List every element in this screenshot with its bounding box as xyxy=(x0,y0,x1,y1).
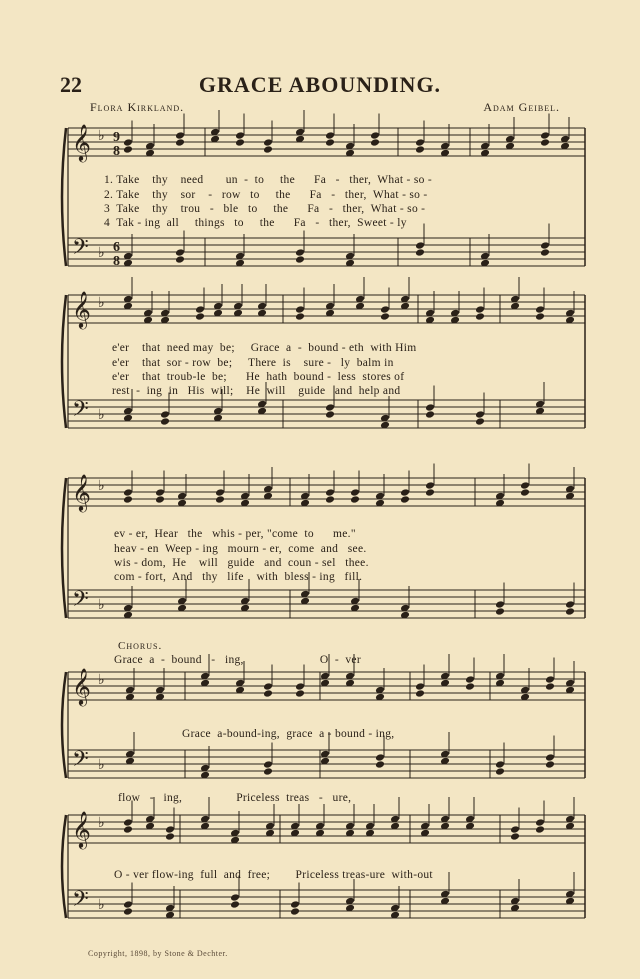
verse-3-line-1: 3 Take thy trou - ble to the Fa - ther, What - so - xyxy=(104,203,426,215)
verse-4-line-1: 4 Tak - ing all things to the Fa - ther, Sweet - ly xyxy=(104,217,407,229)
system-1-treble-notehead xyxy=(370,138,380,147)
system-1-treble-notehead xyxy=(263,145,273,154)
system-1-treble-notehead xyxy=(325,138,335,147)
system-2-treble-notehead xyxy=(195,312,205,321)
system-1-key-flat: ♭ xyxy=(98,246,105,261)
system-5-key-flat: ♭ xyxy=(98,898,105,913)
system-1-bass-notehead xyxy=(295,248,305,257)
system-4-treble-clef: 𝄞 xyxy=(72,667,91,705)
system-4-treble-notehead xyxy=(545,675,555,684)
system5-bottom-lyric: O - ver flow-ing full and free; Priceless treas-ure with-out xyxy=(114,869,433,881)
system-2-treble-notehead xyxy=(380,305,390,314)
system-4-treble-notehead xyxy=(415,682,425,691)
system-1-treble-notehead xyxy=(123,138,133,147)
verse-1-line-1: 1. Take thy need un - to the Fa - ther, What - so - xyxy=(104,174,432,186)
verse-3-line-3: wis - dom, He will guide and coun - sel thee. xyxy=(114,557,369,569)
system-5-treble-notehead xyxy=(123,818,133,827)
system-1-treble-notehead xyxy=(235,138,245,147)
system-4-brace xyxy=(62,672,66,778)
system-3-treble-notehead xyxy=(155,488,165,497)
verse-4-line-2: rest - ing in His will; He will guide and help and xyxy=(112,385,401,397)
system-5-brace xyxy=(62,815,66,918)
system-2-bass-notehead xyxy=(325,403,335,412)
system-3-treble-notehead xyxy=(400,488,410,497)
system-1-time-sig: 8 xyxy=(113,254,120,269)
system-5-key-flat: ♭ xyxy=(98,816,105,831)
system-4-bass-clef: 𝄢 xyxy=(72,747,89,777)
system-3-treble-notehead xyxy=(350,495,360,504)
system-2-treble-notehead xyxy=(475,312,485,321)
system-5-treble-notehead xyxy=(165,825,175,834)
system-1-bass-notehead xyxy=(540,248,550,257)
system-2-bass-notehead xyxy=(475,410,485,419)
system-1-treble-notehead xyxy=(235,131,245,140)
system-1-key-flat: ♭ xyxy=(98,129,105,144)
system-1-treble-notehead xyxy=(415,145,425,154)
system-3-bass-notehead xyxy=(495,607,505,616)
system-2-treble-notehead xyxy=(535,312,545,321)
system-4-treble-notehead xyxy=(295,689,305,698)
system-3-brace xyxy=(62,478,66,618)
system-2-key-flat: ♭ xyxy=(98,296,105,311)
system-1-treble-notehead xyxy=(325,131,335,140)
system-1-treble-notehead xyxy=(175,138,185,147)
system-4-bass-notehead xyxy=(263,760,273,769)
system-2-treble-notehead xyxy=(380,312,390,321)
system-4-key-flat: ♭ xyxy=(98,673,105,688)
system-1-bass-notehead xyxy=(175,248,185,257)
system-4-treble-notehead xyxy=(295,682,305,691)
system-1-time-sig: 8 xyxy=(113,144,120,159)
system-4-treble-notehead xyxy=(415,689,425,698)
page-number: 22 xyxy=(60,72,82,97)
system-5-treble-notehead xyxy=(510,825,520,834)
system-5-bass-clef: 𝄢 xyxy=(72,887,89,917)
verse-1-line-2: e'er that need may be; Grace a - bound - eth with Him xyxy=(112,342,417,354)
chorus-label: Chorus. xyxy=(118,640,163,652)
system-4-key-flat: ♭ xyxy=(98,758,105,773)
system-3-key-flat: ♭ xyxy=(98,598,105,613)
system-3-treble-notehead xyxy=(325,488,335,497)
system-3-treble-notehead xyxy=(520,488,530,497)
system-2-treble-notehead xyxy=(295,312,305,321)
system-4-treble-notehead xyxy=(263,689,273,698)
system-3-treble-notehead xyxy=(155,495,165,504)
system-3-treble-notehead xyxy=(425,488,435,497)
system-3-treble-notehead xyxy=(123,488,133,497)
system-1-time-sig: 9 xyxy=(113,130,120,145)
system-4-bass-notehead xyxy=(375,760,385,769)
system-2-treble-notehead xyxy=(475,305,485,314)
system-3-treble-notehead xyxy=(350,488,360,497)
system-5-treble-notehead xyxy=(123,825,133,834)
system-2-treble-notehead xyxy=(535,305,545,314)
system-4-bass-notehead xyxy=(495,767,505,776)
system-3-treble-notehead xyxy=(520,481,530,490)
system-3-treble-notehead xyxy=(425,481,435,490)
system-3-bass-notehead xyxy=(565,607,575,616)
system-1-treble-notehead xyxy=(415,138,425,147)
system-3-key-flat: ♭ xyxy=(98,479,105,494)
system-4-bass-notehead xyxy=(263,767,273,776)
system-5-bass-notehead xyxy=(230,900,240,909)
system-4-treble-notehead xyxy=(263,682,273,691)
system-3-bass-clef: 𝄢 xyxy=(72,587,89,617)
system-2-bass-clef: 𝄢 xyxy=(72,397,89,427)
system-5-treble-notehead xyxy=(535,825,545,834)
verse-2-line-2: e'er that sor - row be; There is sure - ly balm in xyxy=(112,357,394,369)
system-1-treble-notehead xyxy=(123,145,133,154)
system-5-treble-clef: 𝄞 xyxy=(72,810,91,848)
system-2-treble-clef: 𝄞 xyxy=(72,290,91,328)
system-5-treble-notehead xyxy=(535,818,545,827)
system-2-brace xyxy=(62,295,66,428)
system-5-treble-notehead xyxy=(165,832,175,841)
copyright-notice: Copyright, 1898, by Stone & Dechter. xyxy=(88,949,228,958)
system-5-bass-notehead xyxy=(290,900,300,909)
chorus-top-lyric: Grace a - bound - ing, O - ver xyxy=(114,654,361,666)
system-5-bass-notehead xyxy=(123,907,133,916)
author-credit: Flora Kirkland. xyxy=(90,100,185,114)
system-1-treble-notehead xyxy=(175,131,185,140)
system-5-bass-notehead xyxy=(230,893,240,902)
system-3-treble-notehead xyxy=(123,495,133,504)
system-3-treble-notehead xyxy=(215,495,225,504)
system-3-bass-notehead xyxy=(565,600,575,609)
system-5-bass-notehead xyxy=(290,907,300,916)
system-3-treble-notehead xyxy=(325,495,335,504)
system-4-treble-notehead xyxy=(465,675,475,684)
verse-2-line-3: heav - en Weep - ing mourn - er, come and see. xyxy=(114,543,367,555)
chorus-bottom-lyric: Grace a-bound-ing, grace a - bound - ing, xyxy=(182,728,395,740)
composer-credit: Adam Geibel. xyxy=(483,100,560,114)
system-1-bass-clef: 𝄢 xyxy=(72,235,89,265)
system-1-bass-notehead xyxy=(540,241,550,250)
system-1-treble-notehead xyxy=(540,138,550,147)
system-1-bass-notehead xyxy=(175,255,185,264)
system-1-bass-notehead xyxy=(415,241,425,250)
system-1-bass-notehead xyxy=(415,248,425,257)
verse-4-line-3: com - fort, And thy life with bless - ing fill. xyxy=(114,571,363,583)
system-2-bass-notehead xyxy=(475,417,485,426)
system-4-bass-notehead xyxy=(545,753,555,762)
system-2-bass-notehead xyxy=(425,410,435,419)
system5-top-lyric: flow - ing, Priceless treas - ure, xyxy=(118,792,352,804)
system-1-treble-notehead xyxy=(263,138,273,147)
verse-1-line-3: ev - er, Hear the whis - per, "come to me." xyxy=(114,528,356,540)
system-3-treble-clef: 𝄞 xyxy=(72,473,91,511)
system-2-treble-notehead xyxy=(195,305,205,314)
system-4-treble-notehead xyxy=(465,682,475,691)
verse-3-line-2: e'er that troub-le be; He hath bound - less stores of xyxy=(112,371,405,383)
system-1-bass-notehead xyxy=(295,255,305,264)
system-1-time-sig: 6 xyxy=(113,240,120,255)
system-2-bass-notehead xyxy=(160,410,170,419)
system-4-bass-notehead xyxy=(375,753,385,762)
system-2-treble-notehead xyxy=(295,305,305,314)
system-3-treble-notehead xyxy=(215,488,225,497)
system-4-treble-notehead xyxy=(545,682,555,691)
system-3-treble-notehead xyxy=(400,495,410,504)
system-5-bass-notehead xyxy=(123,900,133,909)
system-1-treble-notehead xyxy=(540,131,550,140)
system-4-bass-notehead xyxy=(495,760,505,769)
system-1-treble-notehead xyxy=(370,131,380,140)
system-1-treble-clef: 𝄞 xyxy=(72,123,91,161)
system-1-brace xyxy=(62,128,66,266)
system-2-bass-notehead xyxy=(160,417,170,426)
system-2-bass-notehead xyxy=(325,410,335,419)
system-2-bass-notehead xyxy=(425,403,435,412)
system-3-bass-notehead xyxy=(495,600,505,609)
verse-2-line-1: 2. Take thy sor - row to the Fa - ther, What - so - xyxy=(104,189,428,201)
system-5-treble-notehead xyxy=(510,832,520,841)
system-4-bass-notehead xyxy=(545,760,555,769)
hymn-title: GRACE ABOUNDING. xyxy=(198,72,442,97)
system-2-key-flat: ♭ xyxy=(98,408,105,423)
